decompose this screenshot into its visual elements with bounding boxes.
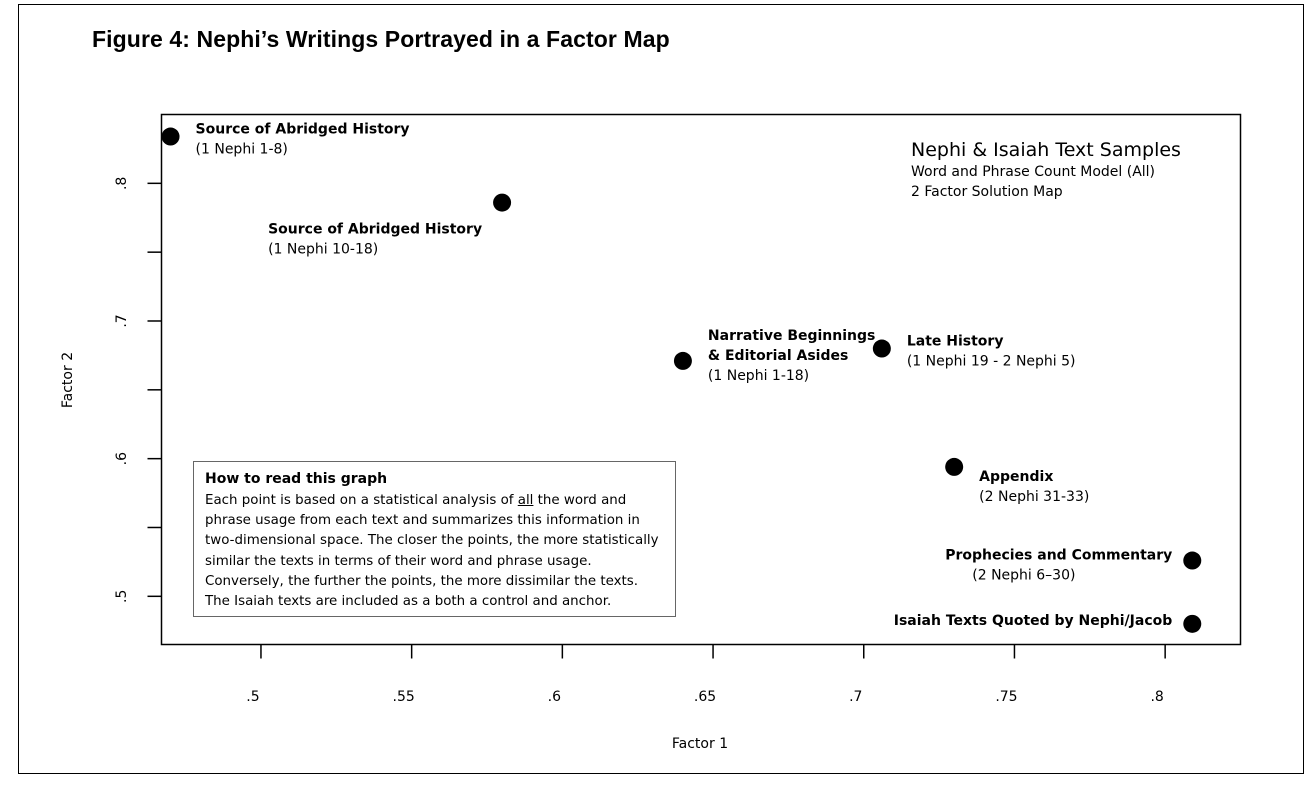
chart-legend	[911, 138, 1181, 202]
x-axis-title: Factor 1	[671, 736, 729, 752]
how-to-line	[205, 491, 665, 511]
point-label	[945, 548, 1172, 584]
point-label-range: (2 Nephi 31-33)	[979, 488, 1090, 505]
point-label	[196, 122, 410, 158]
legend-solution-line: 2 Factor Solution Map	[911, 184, 1063, 200]
point-label-range: (1 Nephi 10-18)	[268, 241, 379, 258]
x-tick-label: .65	[693, 689, 717, 705]
y-tick-label: .6	[114, 451, 130, 466]
point-label-title: Narrative Beginnings	[707, 327, 876, 344]
x-axis	[246, 645, 1165, 706]
how-to-line-6: The Isaiah texts are included as a both a control and anchor.	[205, 594, 612, 610]
how-to-line-5: Conversely, the further the points, the more dissimilar the texts.	[205, 573, 639, 589]
point-label-range: (1 Nephi 19 - 2 Nephi 5)	[906, 353, 1076, 370]
point-label-title: Prophecies and Commentary	[945, 547, 1173, 564]
x-tick-label: .7	[849, 689, 863, 705]
how-to-emphasis: all	[517, 493, 534, 508]
how-to-line-1-pre: Each point is based on a statistical analysis of	[205, 493, 518, 508]
point-label-range: (1 Nephi 1-18)	[707, 367, 810, 384]
point-label-range: (1 Nephi 1-8)	[195, 141, 288, 158]
point-label-title: Source of Abridged History	[195, 121, 410, 138]
point-label	[979, 469, 1089, 505]
data-point	[674, 352, 692, 370]
point-label-title: Source of Abridged History	[268, 221, 483, 238]
x-tick-label: .8	[1150, 689, 1164, 705]
figure-title: Figure 4: Nephi’s Writings Portrayed in a Factor Map	[92, 26, 670, 52]
how-to-title: How to read this graph	[205, 471, 388, 487]
x-tick-label: .5	[246, 689, 260, 705]
point-label	[708, 328, 875, 384]
y-axis	[114, 177, 162, 603]
data-point	[1183, 615, 1201, 633]
point-label	[907, 334, 1076, 370]
x-tick-label: .6	[547, 689, 562, 705]
y-tick-label: .5	[114, 589, 130, 603]
legend-title: Nephi & Isaiah Text Samples	[911, 139, 1181, 161]
how-to-line-3: two-dimensional space. The closer the points, the more statistically	[205, 533, 659, 549]
x-tick-label: .55	[392, 689, 415, 705]
point-label	[268, 222, 482, 258]
point-label-title: Late History	[906, 333, 1004, 350]
point-label-range: (2 Nephi 6–30)	[972, 567, 1076, 584]
y-axis-title: Factor 2	[60, 351, 76, 409]
data-point	[162, 128, 180, 146]
how-to-line-1-post: the word and	[533, 493, 627, 508]
how-to-line-4: similar the texts in terms of their word and phrase usage.	[205, 553, 592, 569]
point-label-title: Isaiah Texts Quoted by Nephi/Jacob	[893, 612, 1173, 629]
y-tick-label: .8	[114, 176, 130, 191]
legend-model-line: Word and Phrase Count Model (All)	[911, 164, 1156, 180]
point-label-title: & Editorial Asides	[707, 347, 849, 364]
point-label-title: Appendix	[979, 468, 1054, 485]
data-point	[1183, 552, 1201, 570]
how-to-read-box	[193, 461, 676, 617]
point-label	[894, 613, 1173, 629]
how-to-line-2: phrase usage from each text and summarizes this information in	[205, 513, 640, 529]
x-tick-label: .75	[995, 689, 1018, 705]
data-point	[873, 340, 891, 358]
data-point	[945, 458, 963, 476]
y-tick-label: .7	[114, 314, 130, 328]
data-point	[493, 194, 511, 212]
